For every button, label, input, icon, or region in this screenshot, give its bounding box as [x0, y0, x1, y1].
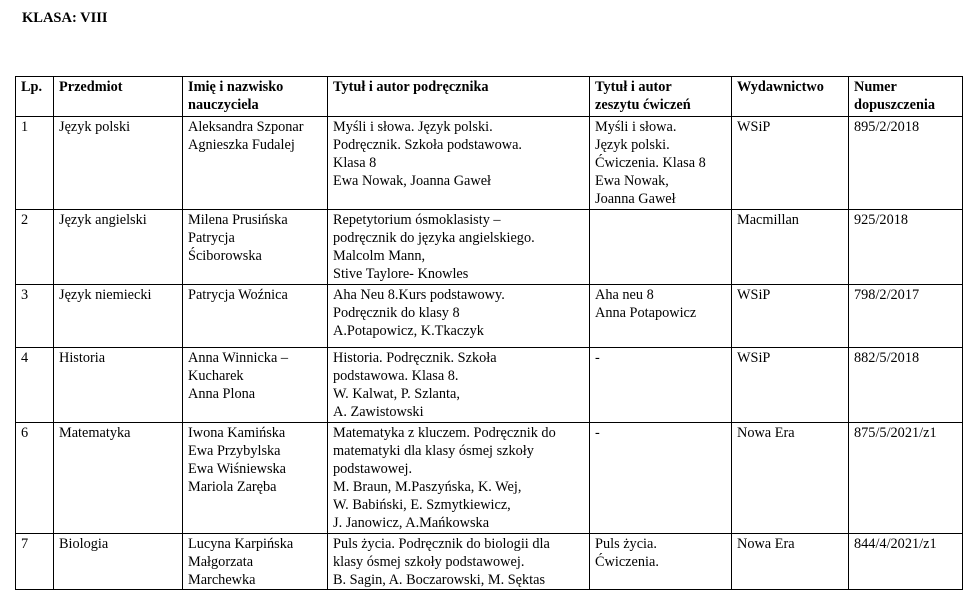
- header-publisher: Wydawnictwo: [732, 77, 849, 117]
- cell-publisher: WSiP: [732, 285, 849, 348]
- header-workbook: Tytuł i autor zeszytu ćwiczeń: [590, 77, 732, 117]
- cell-subject: Język angielski: [54, 210, 183, 285]
- header-textbook: Tytuł i autor podręcznika: [328, 77, 590, 117]
- header-lp: Lp.: [16, 77, 54, 117]
- header-row: [16, 77, 963, 117]
- cell-approval: 882/5/2018: [849, 348, 963, 423]
- cell-approval: 844/4/2021/z1: [849, 534, 963, 590]
- cell-workbook: [590, 210, 732, 285]
- cell-approval: 875/5/2021/z1: [849, 423, 963, 534]
- cell-approval: 895/2/2018: [849, 117, 963, 210]
- header-approval: Numer dopuszczenia: [849, 77, 963, 117]
- cell-publisher: WSiP: [732, 117, 849, 210]
- cell-textbook: Matematyka z kluczem. Podręcznik do matematyki dla klasy ósmej szkoły podstawowej. M. Braun, M.Paszyńska, K. Wej, W. Babiński, E. Szmytkiewicz, J. Janowicz, A.Mańkowska: [328, 423, 590, 534]
- cell-publisher: Macmillan: [732, 210, 849, 285]
- cell-teacher: Patrycja Woźnica: [183, 285, 328, 348]
- cell-subject: Biologia: [54, 534, 183, 590]
- cell-publisher: WSiP: [732, 348, 849, 423]
- header-teacher: Imię i nazwisko nauczyciela: [183, 77, 328, 117]
- cell-subject: Język polski: [54, 117, 183, 210]
- cell-teacher: Aleksandra Szponar Agnieszka Fudalej: [183, 117, 328, 210]
- header-subject: Przedmiot: [54, 77, 183, 117]
- cell-publisher: Nowa Era: [732, 423, 849, 534]
- cell-workbook: -: [590, 423, 732, 534]
- cell-teacher: Iwona Kamińska Ewa Przybylska Ewa Wiśniewska Mariola Zaręba: [183, 423, 328, 534]
- cell-subject: Język niemiecki: [54, 285, 183, 348]
- cell-workbook: Aha neu 8 Anna Potapowicz: [590, 285, 732, 348]
- cell-subject: Matematyka: [54, 423, 183, 534]
- table-row: [16, 423, 963, 534]
- cell-teacher: Milena Prusińska Patrycja Ściborowska: [183, 210, 328, 285]
- cell-teacher: Anna Winnicka – Kucharek Anna Plona: [183, 348, 328, 423]
- textbook-table: [15, 76, 963, 590]
- cell-lp: 1: [16, 117, 54, 210]
- cell-workbook: -: [590, 348, 732, 423]
- cell-textbook: Aha Neu 8.Kurs podstawowy. Podręcznik do klasy 8 A.Potapowicz, K.Tkaczyk: [328, 285, 590, 348]
- cell-textbook: Puls życia. Podręcznik do biologii dla klasy ósmej szkoły podstawowej. B. Sagin, A. Boczarowski, M. Sęktas: [328, 534, 590, 590]
- cell-workbook: Puls życia. Ćwiczenia.: [590, 534, 732, 590]
- cell-publisher: Nowa Era: [732, 534, 849, 590]
- cell-subject: Historia: [54, 348, 183, 423]
- cell-workbook: Myśli i słowa. Język polski. Ćwiczenia. Klasa 8 Ewa Nowak, Joanna Gaweł: [590, 117, 732, 210]
- table-row: [16, 348, 963, 423]
- table-row: [16, 117, 963, 210]
- cell-lp: 7: [16, 534, 54, 590]
- cell-lp: 6: [16, 423, 54, 534]
- cell-textbook: Myśli i słowa. Język polski. Podręcznik. Szkoła podstawowa. Klasa 8 Ewa Nowak, Joanna Gaweł: [328, 117, 590, 210]
- cell-textbook: Repetytorium ósmoklasisty – podręcznik do języka angielskiego. Malcolm Mann, Stive Taylore- Knowles: [328, 210, 590, 285]
- cell-lp: 2: [16, 210, 54, 285]
- cell-approval: 925/2018: [849, 210, 963, 285]
- cell-approval: 798/2/2017: [849, 285, 963, 348]
- table-row: [16, 285, 963, 348]
- table-row: [16, 210, 963, 285]
- cell-teacher: Lucyna Karpińska Małgorzata Marchewka: [183, 534, 328, 590]
- cell-lp: 3: [16, 285, 54, 348]
- cell-lp: 4: [16, 348, 54, 423]
- cell-textbook: Historia. Podręcznik. Szkoła podstawowa. Klasa 8. W. Kalwat, P. Szlanta, A. Zawistowski: [328, 348, 590, 423]
- table-row: [16, 534, 963, 590]
- class-heading: KLASA: VIII: [22, 10, 108, 26]
